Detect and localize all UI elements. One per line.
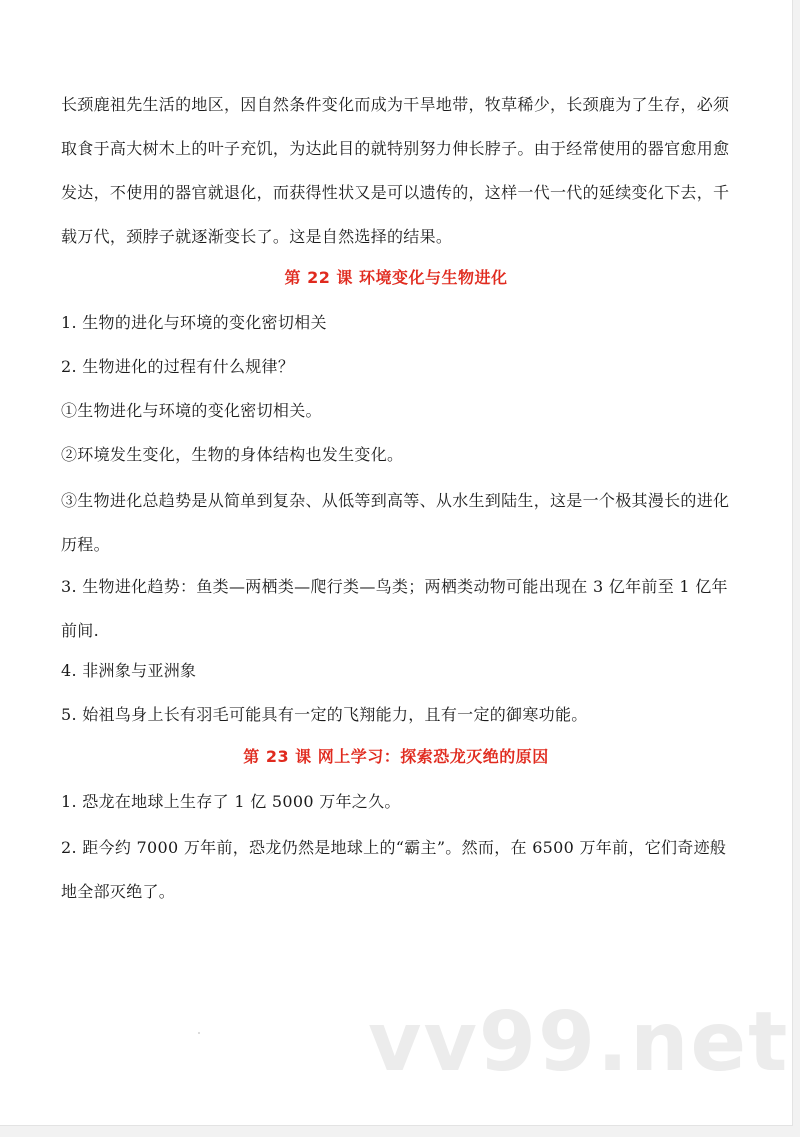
lesson-22-heading: 第 22 课 环境变化与生物进化: [284, 268, 508, 287]
intro-paragraph: 长颈鹿祖先生活的地区，因自然条件变化而成为干旱地带，牧草稀少，长颈鹿为了生存，必须取食于高大树木上的叶子充饥，为达此目的就特别努力伸长脖子。由于经常使用的器官愈用愈发达，不使用的器官就退化，而获得性状又是可以遗传的，这样一代一代的延续变化下去，千载万代，颈脖子就逐渐变长了。这是自然选择的结果。: [61, 95, 730, 246]
lesson-22-item-3: 3. 生物进化趋势：鱼类—两栖类—爬行类—鸟类；两栖类动物可能出现在 3 亿年前至 1 亿年前间.: [61, 577, 728, 640]
lesson-22-sub-item-1: ①生物进化与环境的变化密切相关。: [61, 401, 322, 420]
watermark: vv99.net: [368, 995, 790, 1090]
lesson-22-item-1: 1. 生物的进化与环境的变化密切相关: [61, 313, 327, 332]
lesson-23-item-1: 1. 恐龙在地球上生存了 1 亿 5000 万年之久。: [61, 792, 401, 811]
lesson-22-item-2: 2. 生物进化的过程有什么规律？: [61, 357, 295, 376]
scan-speck: [198, 1032, 200, 1034]
lesson-22-item-5: 5. 始祖鸟身上长有羽毛可能具有一定的飞翔能力，且有一定的御寒功能。: [61, 705, 588, 724]
lesson-22-sub-item-2: ②环境发生变化，生物的身体结构也发生变化。: [61, 445, 404, 464]
lesson-23-heading: 第 23 课 网上学习：探索恐龙灭绝的原因: [243, 747, 549, 766]
lesson-23-item-2: 2. 距今约 7000 万年前，恐龙仍然是地球上的“霸主”。然而，在 6500 万年前，它们奇迹般地全部灭绝了。: [61, 838, 727, 901]
lesson-22-sub-item-3: ③生物进化总趋势是从简单到复杂、从低等到高等、从水生到陆生，这是一个极其漫长的进化历程。: [61, 491, 730, 554]
lesson-22-item-4: 4. 非洲象与亚洲象: [61, 661, 197, 680]
